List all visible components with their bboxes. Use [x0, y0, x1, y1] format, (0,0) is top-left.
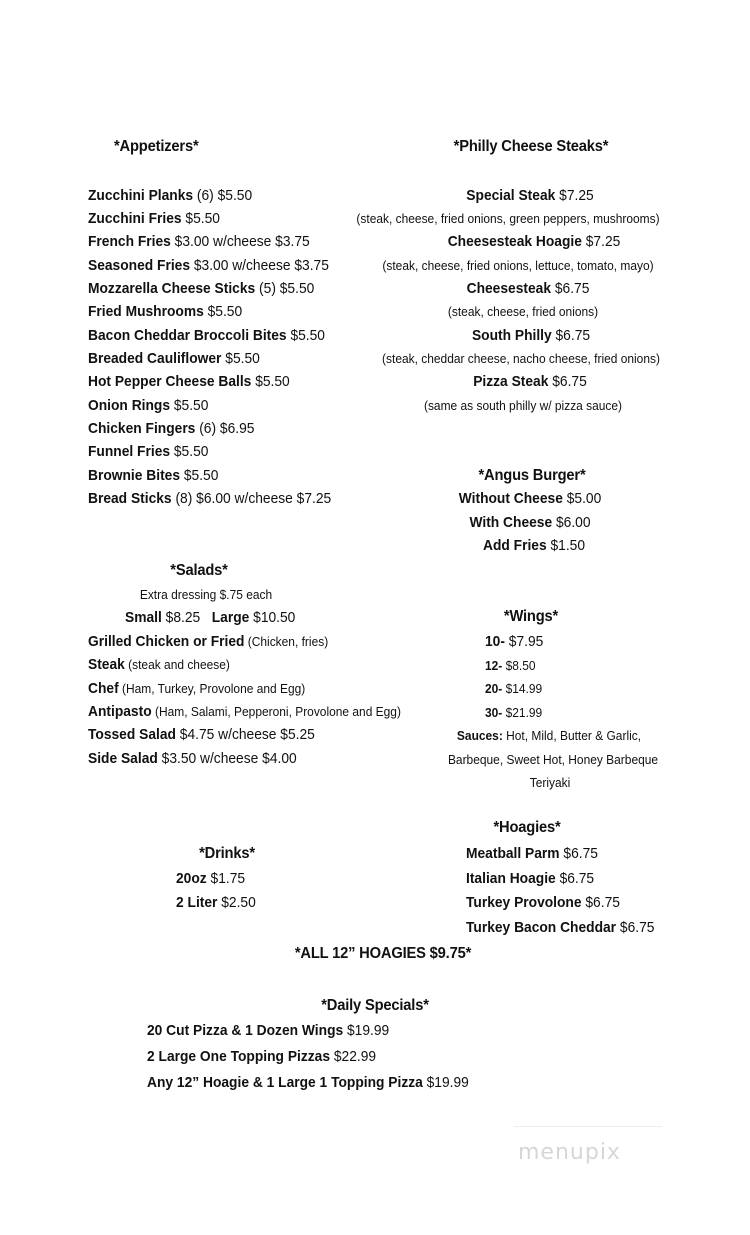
list-item: 20- $14.99 — [485, 681, 543, 696]
list-item: Zucchini Fries $5.50 — [88, 210, 220, 227]
item-description: (steak, cheese, fried onions, lettuce, tomato, mayo) — [382, 258, 654, 273]
watermark-divider — [514, 1126, 662, 1127]
list-item: Breaded Cauliflower $5.50 — [88, 350, 260, 367]
list-item: South Philly $6.75 — [471, 327, 591, 344]
list-item: Turkey Bacon Cheddar $6.75 — [466, 919, 655, 936]
list-item: Zucchini Planks (6) $5.50 — [88, 187, 253, 204]
list-item: Steak (steak and cheese) — [88, 656, 230, 673]
list-item: Italian Hoagie $6.75 — [466, 870, 595, 887]
item-description: (steak, cheese, fried onions, green peppers, mushrooms) — [356, 211, 660, 226]
list-item: Chef (Ham, Turkey, Provolone and Egg) — [88, 680, 306, 697]
drinks-title: *Drinks* — [199, 845, 255, 862]
wings-title: *Wings* — [503, 608, 559, 625]
menupix-watermark: menupix — [518, 1140, 621, 1165]
list-item: Brownie Bites $5.50 — [88, 467, 219, 484]
list-item: Fried Mushrooms $5.50 — [88, 303, 243, 320]
list-item: Tossed Salad $4.75 w/cheese $5.25 — [88, 726, 315, 743]
salads-title: *Salads* — [170, 562, 228, 579]
all-12-hoagies-price: *ALL 12” HOAGIES $9.75* — [294, 945, 472, 962]
list-item: Any 12” Hoagie & 1 Large 1 Topping Pizza $19.99 — [147, 1074, 469, 1091]
list-item: Side Salad $3.50 w/cheese $4.00 — [88, 750, 297, 767]
wings-sauces-line2: Barbeque, Sweet Hot, Honey Barbeque — [447, 752, 659, 767]
salads-extra-note: Extra dressing $.75 each — [139, 587, 273, 602]
list-item: Cheesesteak Hoagie $7.25 — [447, 233, 621, 250]
list-item: 20oz $1.75 — [176, 870, 246, 887]
burger-title: *Angus Burger* — [478, 467, 586, 484]
list-item: 2 Liter $2.50 — [176, 894, 256, 911]
list-item: 12- $8.50 — [485, 658, 536, 673]
list-item: Antipasto (Ham, Salami, Pepperoni, Provolone and Egg) — [88, 703, 401, 720]
hoagies-title: *Hoagies* — [493, 819, 561, 836]
wings-sauces-line3: Teriyaki — [529, 775, 571, 790]
list-item: Seasoned Fries $3.00 w/cheese $3.75 — [88, 257, 329, 274]
list-item: Turkey Provolone $6.75 — [466, 894, 620, 911]
list-item: French Fries $3.00 w/cheese $3.75 — [88, 233, 310, 250]
list-item: Meatball Parm $6.75 — [466, 845, 598, 862]
list-item: 10- $7.95 — [485, 633, 544, 650]
list-item: Cheesesteak $6.75 — [466, 280, 590, 297]
specials-title: *Daily Specials* — [321, 997, 429, 1014]
list-item: Pizza Steak $6.75 — [473, 373, 587, 390]
list-item: 2 Large One Topping Pizzas $22.99 — [147, 1048, 377, 1065]
wings-sauces: Sauces: Hot, Mild, Butter & Garlic, — [456, 728, 642, 743]
list-item: 20 Cut Pizza & 1 Dozen Wings $19.99 — [147, 1022, 390, 1039]
list-item: 30- $21.99 — [485, 705, 543, 720]
item-description: (steak, cheddar cheese, nacho cheese, fried onions) — [382, 351, 660, 366]
list-item: Special Steak $7.25 — [466, 187, 594, 204]
list-item: Grilled Chicken or Fried (Chicken, fries) — [88, 633, 329, 650]
list-item: Bacon Cheddar Broccoli Bites $5.50 — [88, 327, 326, 344]
list-item: With Cheese $6.00 — [469, 514, 591, 531]
list-item: Without Cheese $5.00 — [458, 490, 602, 507]
philly-title: *Philly Cheese Steaks* — [453, 138, 609, 155]
appetizers-title: *Appetizers* — [114, 138, 199, 155]
list-item: Funnel Fries $5.50 — [88, 443, 209, 460]
item-description: (steak, cheese, fried onions) — [447, 304, 599, 319]
list-item: Mozzarella Cheese Sticks (5) $5.50 — [88, 280, 315, 297]
list-item: Bread Sticks (8) $6.00 w/cheese $7.25 — [88, 490, 332, 507]
salads-sizes: Small $8.25 Large $10.50 — [125, 609, 296, 626]
item-description: (same as south philly w/ pizza sauce) — [423, 398, 623, 413]
list-item: Hot Pepper Cheese Balls $5.50 — [88, 373, 290, 390]
list-item: Chicken Fingers (6) $6.95 — [88, 420, 255, 437]
list-item: Add Fries $1.50 — [482, 537, 586, 554]
list-item: Onion Rings $5.50 — [88, 397, 209, 414]
